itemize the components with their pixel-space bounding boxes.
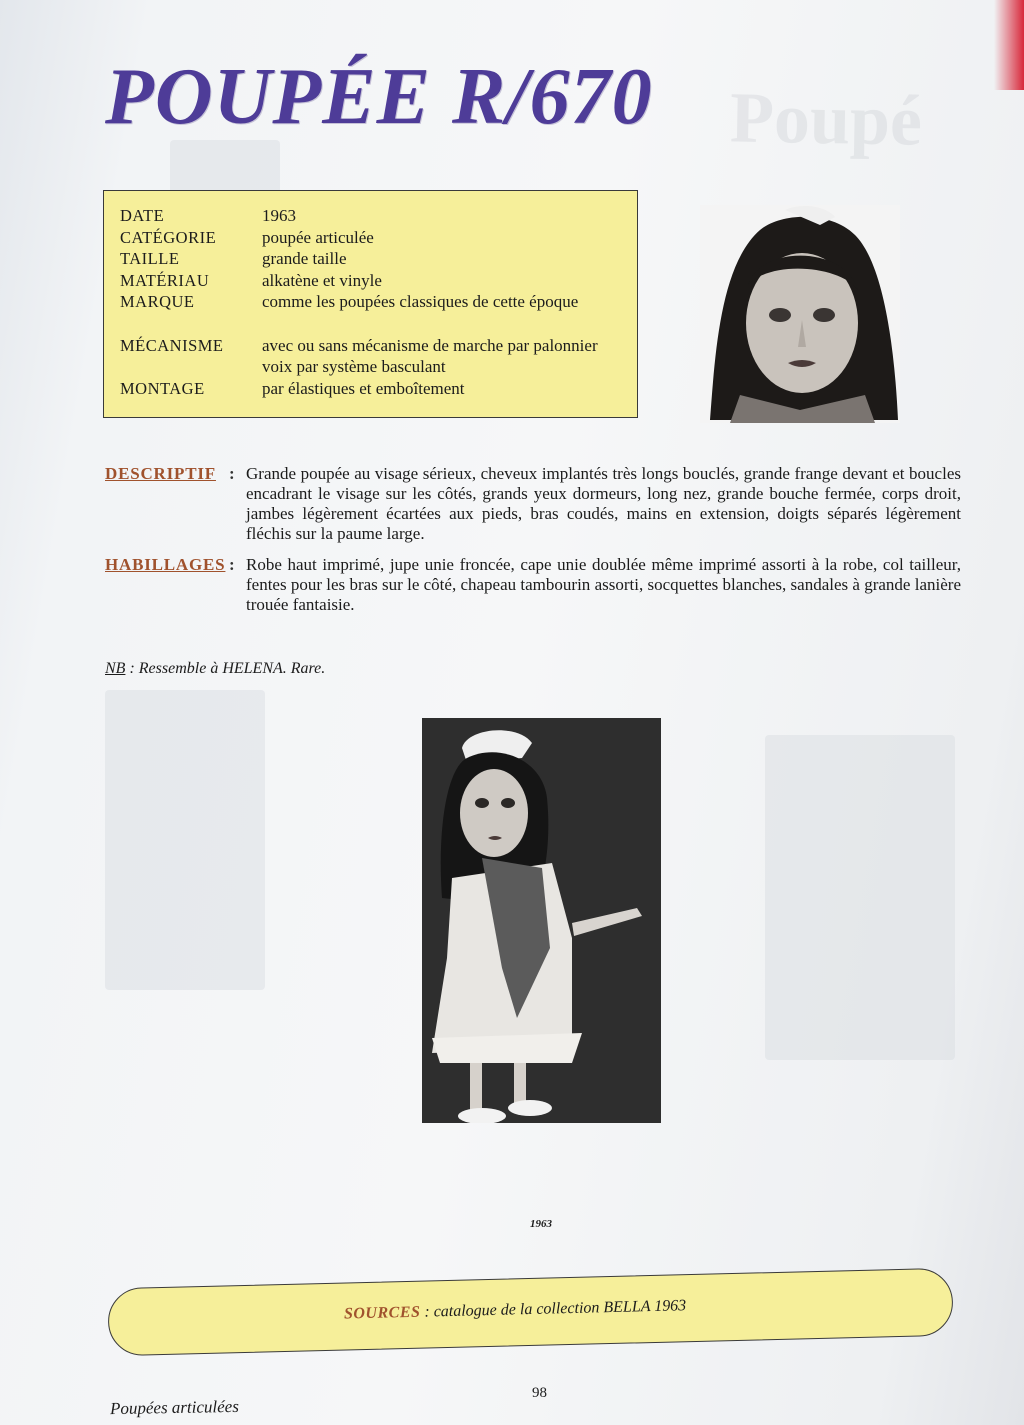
info-value: grande taille: [262, 249, 347, 268]
descriptif-label: DESCRIPTIF: [105, 464, 216, 483]
info-label: MARQUE: [120, 292, 195, 311]
nb-label: NB: [105, 660, 126, 677]
colon: :: [229, 464, 235, 483]
page-number: 98: [532, 1385, 547, 1401]
info-label: TAILLE: [120, 249, 180, 268]
habillages-text: Robe haut imprimé, jupe unie froncée, cape unie doublée même imprimé assorti à la robe, col tailleur, fentes pour les bras sur le côté, chapeau tambourin assorti, socquettes blanches, sandales à grande lanière trouée fantaisie.: [246, 555, 961, 614]
sources-label: SOURCES: [343, 1303, 421, 1323]
info-value: avec ou sans mécanisme de marche par palonnier voix par système basculant: [262, 336, 598, 376]
bleed-through-text: Poupé: [729, 77, 923, 161]
info-value: alkatène et vinyle: [262, 271, 382, 290]
info-value: poupée articulée: [262, 228, 374, 247]
habillages-label: HABILLAGES: [105, 555, 226, 574]
info-value: 1963: [262, 206, 296, 225]
sources-text: : catalogue de la collection BELLA 1963: [420, 1297, 687, 1321]
info-box: [103, 190, 638, 418]
bleed-through-image: [765, 735, 955, 1060]
doll-full-illustration: [422, 718, 661, 1123]
info-label: DATE: [120, 206, 165, 225]
info-label: MONTAGE: [120, 379, 205, 398]
adjacent-page-edge: [994, 0, 1024, 90]
doll-head-photo: [700, 205, 900, 423]
info-value: par élastiques et emboîtement: [262, 379, 465, 398]
sources-banner: [107, 1268, 953, 1357]
bleed-through-image: [105, 690, 265, 990]
info-label: MATÉRIAU: [120, 271, 210, 290]
nb-text: : Ressemble à HELENA. Rare.: [125, 660, 326, 677]
colon: :: [229, 555, 235, 574]
doll-head-illustration: [700, 205, 900, 423]
sources-line: [344, 1297, 687, 1323]
footer-section-name: Poupées articulées: [109, 1396, 240, 1419]
info-label: MÉCANISME: [120, 336, 224, 355]
photo-caption: 1963: [530, 1218, 552, 1230]
nb-note: [105, 660, 325, 678]
info-label: CATÉGORIE: [120, 228, 217, 247]
doll-catalog-photo: [422, 718, 661, 1123]
descriptif-text: Grande poupée au visage sérieux, cheveux implantés très longs bouclés, grande frange devant et boucles encadrant le visage sur les côtés, grands yeux dormeurs, long nez, grande bouche fermée, corps droit, jambes légèrement écartées aux pieds, bras coudés, mains en extension, doigts séparés légèrement fléchis sur la paume large.: [246, 464, 961, 543]
info-value: comme les poupées classiques de cette époque: [262, 292, 579, 311]
page-title: POUPÉE R/670: [105, 53, 653, 141]
